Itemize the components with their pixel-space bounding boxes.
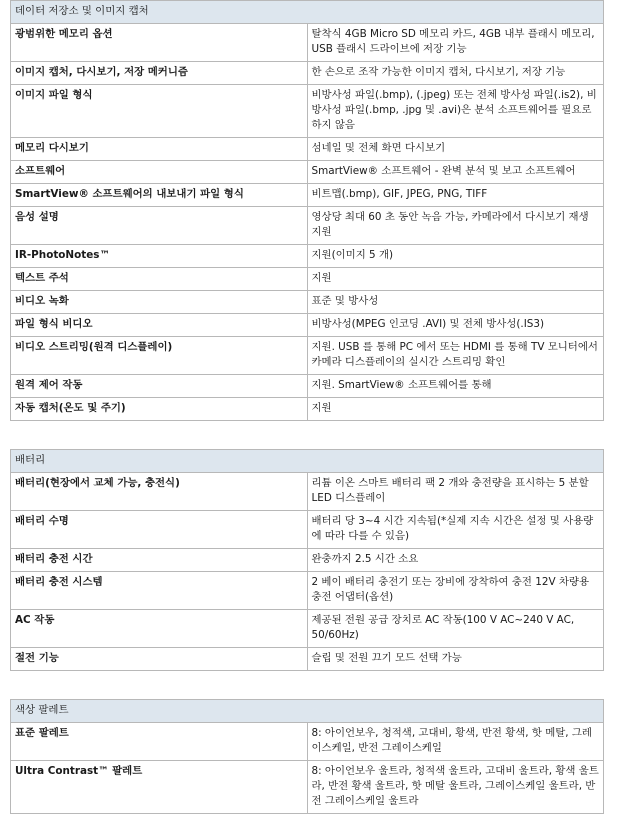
spec-label: AC 작동	[11, 610, 308, 648]
spec-label: 표준 팔레트	[11, 723, 308, 761]
section-title: 색상 팔레트	[11, 700, 604, 723]
spec-label: 비디오 녹화	[11, 291, 308, 314]
spec-value: 비방사성(MPEG 인코딩 .AVI) 및 전체 방사성(.IS3)	[307, 314, 604, 337]
spec-row	[11, 549, 604, 572]
spec-label: Ultra Contrast™ 팔레트	[11, 761, 308, 814]
spec-row	[11, 511, 604, 549]
spec-row	[11, 85, 604, 138]
spec-label: IR-PhotoNotes™	[11, 245, 308, 268]
spec-row	[11, 337, 604, 375]
spec-value: 섬네일 및 전체 화면 다시보기	[307, 138, 604, 161]
spec-value: 2 베이 배터리 충전기 또는 장비에 장착하여 충전 12V 차량용 충전 어댑터(옵션)	[307, 572, 604, 610]
spec-value: 리튬 이온 스마트 배터리 팩 2 개와 충전량을 표시하는 5 분할 LED 디스플레이	[307, 473, 604, 511]
spec-value: 제공된 전원 공급 장치로 AC 작동(100 V AC~240 V AC, 50/60Hz)	[307, 610, 604, 648]
spec-label: 원격 제어 작동	[11, 375, 308, 398]
spec-row	[11, 207, 604, 245]
spec-value: 8: 아이언보우, 청적색, 고대비, 황색, 반전 황색, 핫 메탈, 그레이스케일, 반전 그레이스케일	[307, 723, 604, 761]
spec-value: 한 손으로 조작 가능한 이미지 캡처, 다시보기, 저장 기능	[307, 62, 604, 85]
spec-label: 이미지 캡처, 다시보기, 저장 메커니즘	[11, 62, 308, 85]
spec-row	[11, 473, 604, 511]
spec-row	[11, 184, 604, 207]
spec-label: 배터리(현장에서 교체 가능, 충전식)	[11, 473, 308, 511]
spec-row	[11, 723, 604, 761]
spec-row	[11, 268, 604, 291]
spec-value: 탈착식 4GB Micro SD 메모리 카드, 4GB 내부 플래시 메모리, USB 플래시 드라이브에 저장 기능	[307, 24, 604, 62]
section-title: 데이터 저장소 및 이미지 캡처	[11, 1, 604, 24]
spec-value: 비트맵(.bmp), GIF, JPEG, PNG, TIFF	[307, 184, 604, 207]
spec-row	[11, 375, 604, 398]
spec-row	[11, 572, 604, 610]
spec-label: 비디오 스트리밍(원격 디스플레이)	[11, 337, 308, 375]
section-gap	[10, 421, 604, 449]
spec-label: SmartView® 소프트웨어의 내보내기 파일 형식	[11, 184, 308, 207]
battery-table	[10, 449, 604, 671]
section-gap	[10, 671, 604, 699]
spec-row	[11, 314, 604, 337]
spec-row	[11, 62, 604, 85]
spec-value: 영상당 최대 60 초 동안 녹음 가능, 카메라에서 다시보기 재생 지원	[307, 207, 604, 245]
spec-value: 지원. USB 를 통해 PC 에서 또는 HDMI 를 통해 TV 모니터에서 카메라 디스플레이의 실시간 스트리밍 확인	[307, 337, 604, 375]
spec-value: 지원	[307, 268, 604, 291]
spec-row	[11, 610, 604, 648]
section-header	[11, 1, 604, 24]
spec-label: 배터리 충전 시간	[11, 549, 308, 572]
spec-label: 텍스트 주석	[11, 268, 308, 291]
spec-row	[11, 291, 604, 314]
spec-value: 8: 아이언보우 울트라, 청적색 울트라, 고대비 울트라, 황색 울트라, 반전 황색 울트라, 핫 메탈 울트라, 그레이스케일 울트라, 반전 그레이스케일 울트라	[307, 761, 604, 814]
spec-value: SmartView® 소프트웨어 - 완벽 분석 및 보고 소프트웨어	[307, 161, 604, 184]
spec-label: 메모리 다시보기	[11, 138, 308, 161]
spec-value: 비방사성 파일(.bmp), (.jpeg) 또는 전체 방사성 파일(.is2), 비방사성 파일(.bmp, .jpg 및 .avi)은 분석 소프트웨어를 필요로 하지 않음	[307, 85, 604, 138]
spec-row	[11, 138, 604, 161]
spec-value: 완충까지 2.5 시간 소요	[307, 549, 604, 572]
spec-row	[11, 398, 604, 421]
spec-label: 파일 형식 비디오	[11, 314, 308, 337]
section-title: 배터리	[11, 450, 604, 473]
spec-label: 배터리 수명	[11, 511, 308, 549]
spec-label: 절전 기능	[11, 648, 308, 671]
spec-value: 배터리 당 3~4 시간 지속됨(*실제 지속 시간은 설정 및 사용량에 따라 다를 수 있음)	[307, 511, 604, 549]
spec-row	[11, 761, 604, 814]
spec-label: 소프트웨어	[11, 161, 308, 184]
spec-sheet	[10, 0, 604, 814]
spec-value: 슬립 및 전원 끄기 모드 선택 가능	[307, 648, 604, 671]
spec-label: 배터리 충전 시스템	[11, 572, 308, 610]
spec-value: 표준 및 방사성	[307, 291, 604, 314]
spec-row	[11, 245, 604, 268]
spec-value: 지원. SmartView® 소프트웨어를 통해	[307, 375, 604, 398]
spec-value: 지원(이미지 5 개)	[307, 245, 604, 268]
section-header	[11, 450, 604, 473]
spec-label: 음성 설명	[11, 207, 308, 245]
spec-label: 이미지 파일 형식	[11, 85, 308, 138]
spec-value: 지원	[307, 398, 604, 421]
spec-row	[11, 24, 604, 62]
spec-row	[11, 161, 604, 184]
color-palette-table	[10, 699, 604, 814]
data-storage-table	[10, 0, 604, 421]
spec-row	[11, 648, 604, 671]
section-header	[11, 700, 604, 723]
spec-label: 광범위한 메모리 옵션	[11, 24, 308, 62]
spec-label: 자동 캡처(온도 및 주기)	[11, 398, 308, 421]
